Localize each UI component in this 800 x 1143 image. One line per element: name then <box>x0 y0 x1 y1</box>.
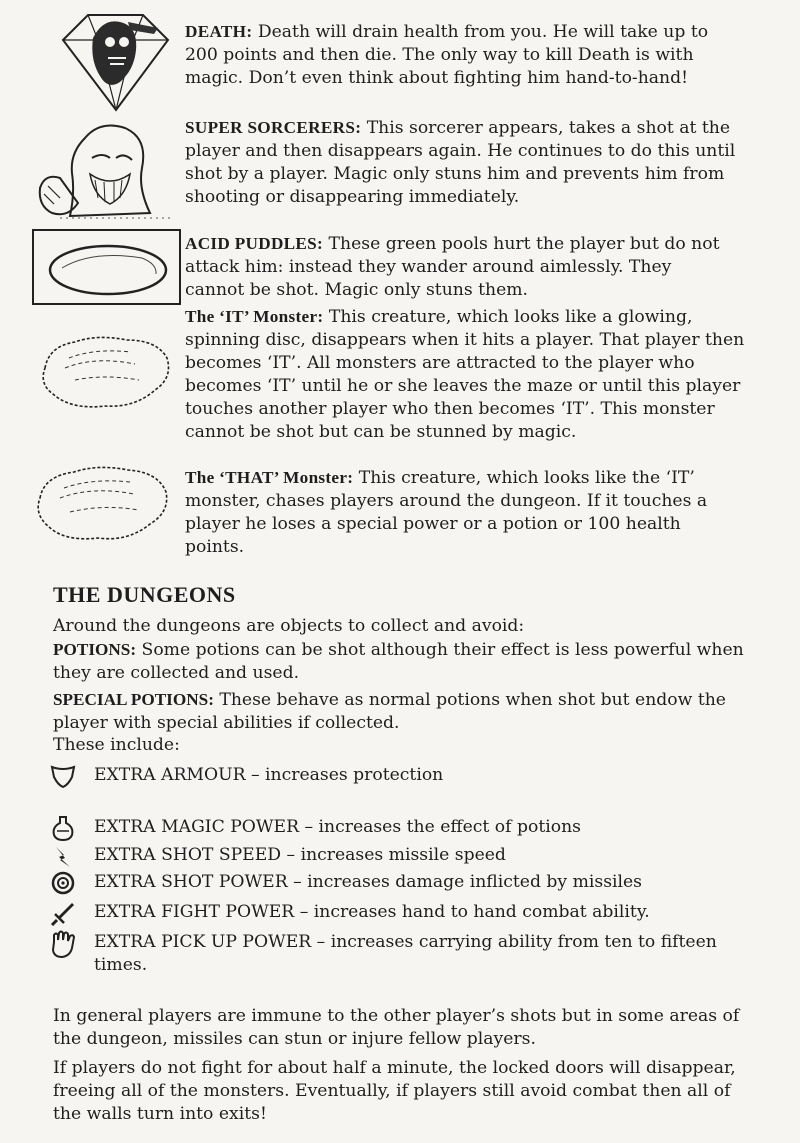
shield-icon <box>48 763 88 789</box>
potion-bottle-icon <box>48 815 88 841</box>
hand-icon <box>48 930 88 956</box>
sorcerer-icon <box>30 118 180 223</box>
monster-description: This creature, which looks like a glowing, spinning disc, disappears when it hits a player. That player then becomes ‘IT’. All monsters are attracted to the player who becomes ‘IT’ until he or she leaves the maze or until this player touches another player who then becomes ‘IT’. This monster cannot be shot but can be stunned by magic. <box>185 307 745 442</box>
power-label: EXTRA MAGIC POWER – increases the effect of potions <box>94 817 581 837</box>
special-potions-label: SPECIAL POTIONS: <box>53 690 214 709</box>
death-icon <box>58 10 173 115</box>
monster-that-entry <box>185 466 745 559</box>
power-label: EXTRA FIGHT POWER – increases hand to hand combat ability. <box>94 902 650 922</box>
monster-acid-puddle-entry <box>185 232 730 302</box>
it-monster-icon <box>35 328 175 418</box>
monster-description: This creature, which looks like the ‘IT’ monster, chases players around the dungeon. If it touches a player he loses a special power or a potion or 100 health points. <box>185 468 708 557</box>
dungeons-intro: Around the dungeons are objects to collect and avoid: <box>53 616 525 636</box>
sword-icon <box>48 900 88 926</box>
monster-name: The ‘IT’ Monster: <box>185 307 324 326</box>
monster-death-entry <box>185 20 740 90</box>
power-item-magic <box>48 815 768 841</box>
monster-description: Death will drain health from you. He will take up to 200 points and then die. The only way to kill Death is with magic. Don’t even think about fighting him hand-to-hand! <box>185 22 709 88</box>
special-potions-paragraph <box>53 688 758 735</box>
monster-sorcerer-entry <box>185 116 740 209</box>
monster-description: These green pools hurt the player but do not attack him: instead they wander around aimlessly. They cannot be shot. Magic only stuns them. <box>185 234 720 300</box>
monster-name: SUPER SORCERERS: <box>185 118 362 137</box>
these-include-label: These include: <box>53 735 180 755</box>
acid-puddle-icon <box>32 228 182 308</box>
power-label: EXTRA SHOT POWER – increases damage inflicted by missiles <box>94 872 643 892</box>
potions-text: Some potions can be shot although their effect is less powerful when they are collected and used. <box>53 640 744 683</box>
closing-paragraph-locked-doors: If players do not fight for about half a minute, the locked doors will disappear, freeing all of the monsters. Eventually, if players still avoid combat then all of the walls turn into exits! <box>53 1058 736 1124</box>
power-label: EXTRA PICK UP POWER – increases carrying ability from ten to fifteen times. <box>94 932 717 975</box>
that-monster-icon <box>32 460 172 550</box>
power-item-shot-power <box>48 870 768 896</box>
potions-label: POTIONS: <box>53 640 137 659</box>
target-icon <box>48 870 88 896</box>
power-item-fight-power <box>48 900 768 926</box>
monster-name: DEATH: <box>185 22 253 41</box>
power-item-armour <box>48 763 768 789</box>
lightning-icon <box>48 843 88 869</box>
power-label: EXTRA ARMOUR – increases protection <box>94 765 444 785</box>
special-potions-text: These behave as normal potions when shot but endow the player with special abilities if collected. <box>53 690 726 733</box>
power-label: EXTRA SHOT SPEED – increases missile speed <box>94 845 506 865</box>
section-heading: THE DUNGEONS <box>53 582 236 607</box>
monster-it-entry <box>185 305 745 444</box>
power-item-shot-speed <box>48 843 768 869</box>
power-item-pick-up <box>48 930 768 980</box>
monster-description: This sorcerer appears, takes a shot at the player and then disappears again. He continues to do this until shot by a player. Magic only stuns him and prevents him from shooting or disappearing immediately. <box>185 118 736 207</box>
potions-paragraph <box>53 638 753 685</box>
monster-name: The ‘THAT’ Monster: <box>185 468 354 487</box>
closing-paragraph-immunity: In general players are immune to the other player’s shots but in some areas of the dungeon, missiles can stun or injure fellow players. <box>53 1006 740 1049</box>
monster-name: ACID PUDDLES: <box>185 234 324 253</box>
